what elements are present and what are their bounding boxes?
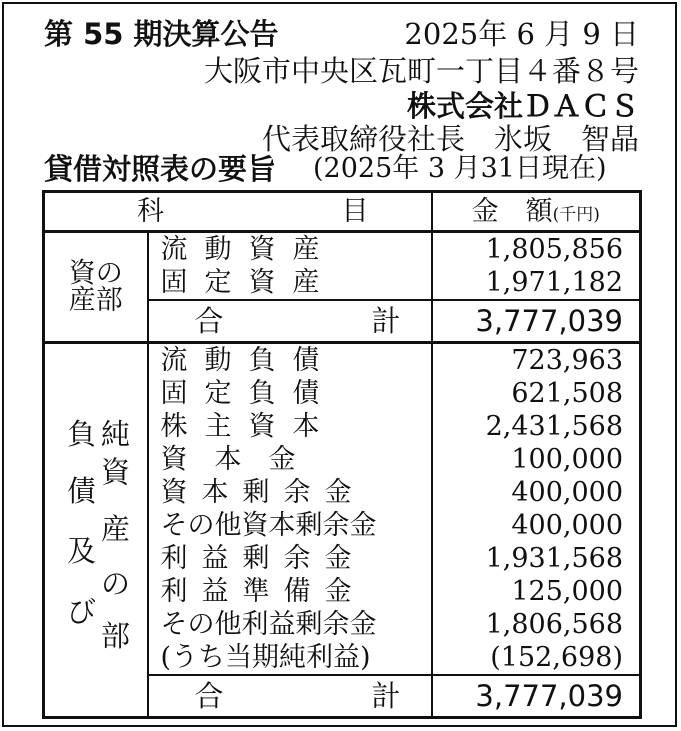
total-label-b: 計 <box>371 678 401 713</box>
item-amount: 2,431,568 <box>432 410 641 443</box>
item-label: 株主資本 <box>160 411 337 442</box>
item-label: 固定負債 <box>160 378 337 409</box>
item-amount: 1,806,568 <box>432 608 641 641</box>
table-header-row <box>44 192 641 232</box>
item-label: 固定資産 <box>160 267 337 298</box>
liabilities-group-label <box>44 343 148 718</box>
item-label: 資本剰余金 <box>160 477 366 508</box>
balance-sheet-date: (2025年 3 月31日現在) <box>313 153 607 184</box>
subject-header <box>44 192 432 232</box>
group-char: 及 <box>67 534 97 568</box>
group-char: 債 <box>67 474 97 508</box>
subject-header-left: 科 <box>137 196 164 227</box>
total-label-b: 計 <box>371 303 401 338</box>
item-label: 流動資産 <box>160 234 337 265</box>
group-char: 資 <box>101 455 131 489</box>
item-amount: 400,000 <box>432 476 641 509</box>
item-amount: 125,000 <box>432 575 641 608</box>
item-amount: 621,508 <box>432 377 641 410</box>
assets-total-amount: 3,777,039 <box>432 300 641 343</box>
balance-sheet-table <box>42 190 642 719</box>
assets-group-line1: 資の <box>68 258 123 289</box>
group-char: 純 <box>101 417 131 451</box>
representative: 代表取締役社長 氷坂 智晶 <box>261 122 639 156</box>
company-address: 大阪市中央区瓦町一丁目４番８号 <box>203 54 639 88</box>
item-label: 利益準備金 <box>160 576 366 607</box>
total-label <box>148 300 432 343</box>
item-label: 流動負債 <box>160 345 337 376</box>
total-label <box>148 675 432 718</box>
group-char: の <box>101 567 131 601</box>
amount-header-label: 金 額 <box>471 196 553 227</box>
item-amount: (152,698) <box>432 641 641 675</box>
group-char: 負 <box>67 417 97 451</box>
assets-group-line2: 産部 <box>68 285 123 316</box>
item-label: (うち当期純利益) <box>160 642 371 673</box>
notice-title: 第 55 期決算公告 <box>44 17 279 51</box>
item-amount: 1,931,568 <box>432 542 641 575</box>
notice-date: 2025年 6 月 9 日 <box>404 17 639 51</box>
item-amount: 723,963 <box>432 343 641 378</box>
group-char: 部 <box>101 619 131 653</box>
unit-label: (千円) <box>552 205 600 225</box>
table-row <box>44 343 641 378</box>
liabilities-total-amount: 3,777,039 <box>432 675 641 718</box>
item-label: その他利益剰余金 <box>160 609 377 640</box>
amount-header <box>432 192 641 232</box>
table-row <box>44 232 641 267</box>
company-name: 株式会社ＤＡＣＳ <box>406 89 639 123</box>
item-amount: 1,971,182 <box>432 266 641 300</box>
assets-group-label <box>44 232 148 343</box>
total-label-a: 合 <box>194 303 224 338</box>
item-amount: 400,000 <box>432 509 641 542</box>
item-label: その他資本剰余金 <box>160 510 377 541</box>
total-label-a: 合 <box>194 678 224 713</box>
subject-header-right: 目 <box>341 196 369 227</box>
group-char: び <box>67 595 97 629</box>
item-amount: 1,805,856 <box>432 232 641 267</box>
item-label: 資 本 金 <box>160 444 296 475</box>
balance-sheet-title: 貸借対照表の要旨 <box>44 152 277 186</box>
item-amount: 100,000 <box>432 443 641 476</box>
group-char: 産 <box>101 512 131 546</box>
item-label: 利益剰余金 <box>160 543 366 574</box>
